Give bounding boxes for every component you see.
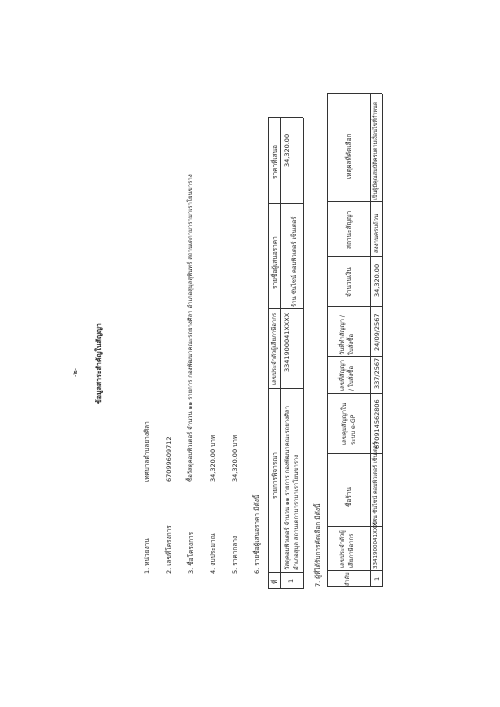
- bidders-header-item: รายการพิจารณา: [271, 452, 279, 499]
- bidders-header-taxid: เลขประจำตัวผู้เสียภาษีอากร: [271, 312, 278, 385]
- bidders-cell-bidder: ร้าน ซันไซน์ คอมพิวเตอร์ เซ็นเตอร์: [291, 216, 298, 307]
- field-value-agency: เทศบาลตำบลยางศิลา: [143, 421, 151, 482]
- bidders-header-bidder: รายชื่อผู้เสนอราคา: [271, 236, 279, 289]
- field-label-project-name: 3. ชื่อโครงการ: [187, 531, 195, 574]
- winner-header-taxid: เลขประจำตัวผู้เสียภาษีอากร: [339, 530, 355, 568]
- winner-header-reason: เหตุผลที่คัดเลือก: [345, 133, 353, 179]
- winner-header-contract-no: เลขที่สัญญา / ใบสั่งซื้อ: [339, 359, 355, 391]
- field-value-project-name: ซื้อวัสดุคอมพิวเตอร์ จำนวน ๑๑ รายการ กองพัฒนาคณะรถยางศิลา อำเภอสุมุลสุพินทร์ สถานเดกามารามาเราโยนขาราง: [187, 174, 194, 482]
- bidders-header-price: ราคาที่เสนอ: [271, 145, 279, 179]
- field-label-budget: 4. งบประมาณ: [209, 533, 217, 574]
- winner-cell-status: สงงานครบถ้วน: [373, 213, 380, 253]
- winner-cell-contract-no: 337/2567: [373, 357, 381, 389]
- field-value-project-no: 67099609712: [165, 436, 173, 482]
- section7-label: 7. ผู้ที่ได้รับการคัดเลือก มีดังนี้: [314, 503, 322, 587]
- field-label-project-no: 2. เลขที่โครงการ: [165, 525, 173, 574]
- field-value-median-price: 34,320.00 บาท: [231, 434, 239, 482]
- winner-header-egp: เลขคุมสัญญาในระบบ e-GP: [341, 402, 357, 445]
- winner-header-order: ลำดับ: [345, 572, 351, 586]
- page-marker: -๒-: [71, 368, 79, 377]
- winner-cell-reason: เป็นผู้มีคุณสมบัติครบตามเงื่อนไขที่กำหนด: [373, 101, 379, 200]
- bidders-cell-taxid: 3341900041XXXX: [283, 312, 291, 372]
- winner-header-contract-date: วันที่ทำสัญญา / ใบสั่งซื้อ: [339, 315, 355, 355]
- field-label-median-price: 5. ราคากลาง: [231, 535, 239, 574]
- field-label-agency: 1. หน่วยงาน: [143, 538, 151, 574]
- winner-cell-order: 1: [373, 576, 381, 581]
- winner-cell-taxid: 3341900041XXXX: [373, 518, 379, 569]
- field-value-budget: 34,320.00 บาท: [209, 434, 217, 482]
- winner-cell-egp: 670914562806: [373, 399, 381, 449]
- winner-cell-shop: ร้าน ซันไซน์ คอมพิวเตอร์ เซ็นเตอร์: [373, 442, 379, 525]
- winner-header-status: สถานะสัญญา: [345, 210, 353, 249]
- field-label-bidders: 6. รายชื่อผู้เสนอราคา มีดังนี้: [253, 494, 261, 574]
- bidders-cell-price: 34,320.00: [283, 133, 291, 167]
- page-heading: ข้อมูลสาระสำคัญในสัญญา: [95, 323, 103, 404]
- winner-header-shop: ชื่อร้าน: [345, 487, 353, 507]
- bidders-header-no: ที่: [271, 579, 279, 584]
- winner-header-amount: จำนวนเงิน: [345, 267, 353, 297]
- bidders-cell-no: 1: [287, 578, 295, 583]
- bidders-cell-item: วัสดุคอมพิวเตอร์ จำนวน ๑๑ รายการ กองพัฒนาคณะรถยางศิลา อำเภอสุมุล สถานเดกามารามาเราโยนขาราง: [284, 406, 300, 570]
- winner-cell-amount: 34,320.00: [373, 263, 381, 297]
- winner-cell-contract-date: 24/09/2567: [373, 313, 381, 351]
